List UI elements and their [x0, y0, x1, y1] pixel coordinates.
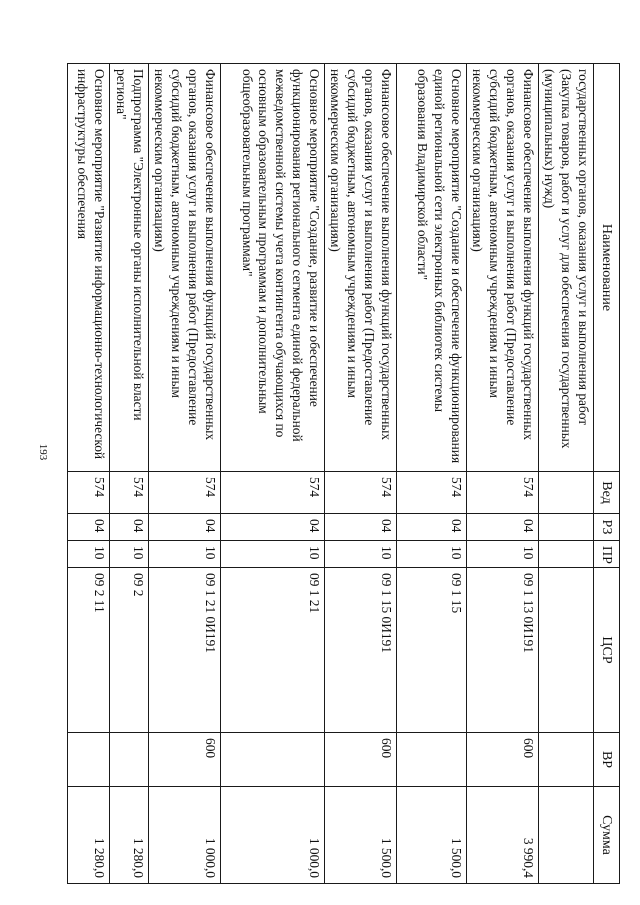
- cell-pr: 10: [466, 541, 538, 568]
- cell-ved: 574: [220, 472, 324, 514]
- header-ved: Вед: [594, 472, 620, 514]
- cell-ved: 574: [148, 472, 220, 514]
- cell-ved: 574: [324, 472, 396, 514]
- cell-name: государственных органов, оказания услуг и выполнения работ (Закупка товаров, работ и услуг для обеспечения государственных (муниципальных) нужд): [538, 64, 593, 472]
- cell-rz: 04: [68, 514, 110, 541]
- cell-name: Финансовое обеспечение выполнения функций государственных органов, оказания услуг и выполнения работ (Предоставление субсидий бюджетным, автономным учреждениям и иным некоммерческим организациям): [466, 64, 538, 472]
- cell-vr: [68, 733, 110, 787]
- table-row: [396, 64, 466, 884]
- cell-vr: [110, 733, 149, 787]
- cell-vr: 600: [466, 733, 538, 787]
- table-header-row: [594, 64, 620, 884]
- table-row: [324, 64, 396, 884]
- header-name: Наименование: [594, 64, 620, 472]
- cell-rz: 04: [324, 514, 396, 541]
- cell-rz: 04: [148, 514, 220, 541]
- cell-vr: [220, 733, 324, 787]
- cell-name: Подпрограмма "Электронные органы исполнительной власти региона": [110, 64, 149, 472]
- header-csr: ЦСР: [594, 568, 620, 733]
- header-pr: ПР: [594, 541, 620, 568]
- cell-sum: 3 990,4: [466, 787, 538, 884]
- header-sum: Сумма: [594, 787, 620, 884]
- cell-pr: 10: [396, 541, 466, 568]
- cell-pr: 10: [324, 541, 396, 568]
- cell-ved: [538, 472, 593, 514]
- cell-ved: 574: [68, 472, 110, 514]
- cell-sum: 1 280,0: [110, 787, 149, 884]
- cell-rz: 04: [466, 514, 538, 541]
- budget-table: [67, 63, 620, 884]
- cell-rz: [538, 514, 593, 541]
- cell-pr: [538, 541, 593, 568]
- cell-sum: 1 500,0: [396, 787, 466, 884]
- cell-sum: 1 280,0: [68, 787, 110, 884]
- cell-vr: 600: [148, 733, 220, 787]
- cell-name: Основное мероприятие "Создание и обеспечение функционирования единой региональной сети электронных библиотек системы образования Владимирской области": [396, 64, 466, 472]
- cell-vr: 600: [324, 733, 396, 787]
- cell-sum: 1 000,0: [220, 787, 324, 884]
- table-row: [68, 64, 110, 884]
- cell-rz: 04: [220, 514, 324, 541]
- cell-csr: 09 1 15 0И191: [324, 568, 396, 733]
- table-row: [220, 64, 324, 884]
- header-vr: ВР: [594, 733, 620, 787]
- cell-name: Основное мероприятие "Создание, развитие и обеспечение функционирования регионального сегмента единой федеральной межведомственной системы учета контингента обучающихся по основным образовательным программам и дополнительным общеобразовательным программам": [220, 64, 324, 472]
- cell-name: Основное мероприятие "Развитие информационно-технологической инфраструктуры обеспечения: [68, 64, 110, 472]
- cell-ved: 574: [110, 472, 149, 514]
- cell-rz: 04: [110, 514, 149, 541]
- header-rz: РЗ: [594, 514, 620, 541]
- cell-pr: 10: [220, 541, 324, 568]
- cell-csr: 09 1 21: [220, 568, 324, 733]
- cell-rz: 04: [396, 514, 466, 541]
- table-row: [148, 64, 220, 884]
- table-row: [538, 64, 593, 884]
- cell-vr: [396, 733, 466, 787]
- cell-name: Финансовое обеспечение выполнения функций государственных органов, оказания услуг и выполнения работ (Предоставление субсидий бюджетным, автономным учреждениям и иным некоммерческим организациям): [324, 64, 396, 472]
- cell-sum: 1 000,0: [148, 787, 220, 884]
- cell-pr: 10: [148, 541, 220, 568]
- cell-ved: 574: [466, 472, 538, 514]
- cell-csr: 09 1 15: [396, 568, 466, 733]
- cell-pr: 10: [110, 541, 149, 568]
- cell-csr: [538, 568, 593, 733]
- cell-csr: 09 2: [110, 568, 149, 733]
- cell-csr: 09 1 13 0И191: [466, 568, 538, 733]
- cell-name: Финансовое обеспечение выполнения функций государственных органов, оказания услуг и выполнения работ (Предоставление субсидий бюджетным, автономным учреждениям и иным некоммерческим организациям): [148, 64, 220, 472]
- cell-vr: [538, 733, 593, 787]
- rotated-page-content: [75, 63, 620, 883]
- cell-sum: [538, 787, 593, 884]
- cell-ved: 574: [396, 472, 466, 514]
- page-number: 193: [37, 443, 49, 461]
- cell-pr: 10: [68, 541, 110, 568]
- cell-csr: 09 1 21 0И191: [148, 568, 220, 733]
- cell-csr: 09 2 11: [68, 568, 110, 733]
- table-row: [466, 64, 538, 884]
- cell-sum: 1 500,0: [324, 787, 396, 884]
- table-row: [110, 64, 149, 884]
